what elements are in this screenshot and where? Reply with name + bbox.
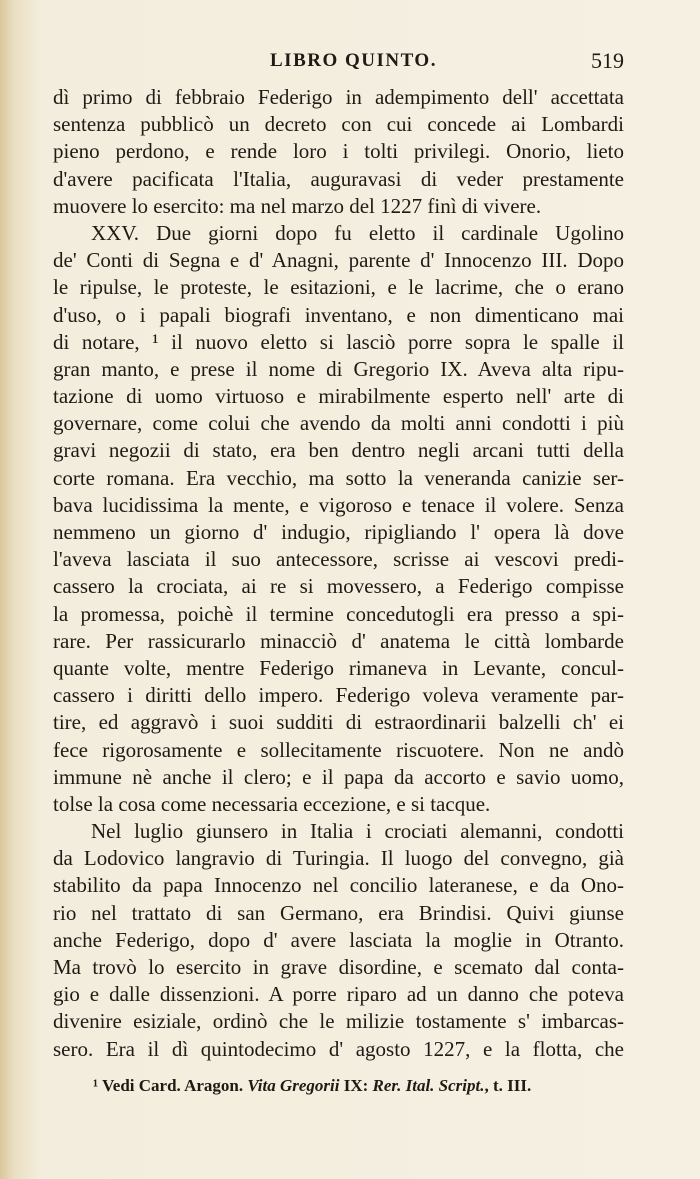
text-line: anche Federigo, dopo d' avere lasciata la moglie in Otranto.: [53, 927, 624, 952]
text-line: le ripulse, le proteste, le esitazioni, e le lacrime, che o erano: [53, 275, 624, 300]
text-line: la promessa, poichè il termine concedutogli era presso a spi-: [53, 601, 624, 626]
text-line: de' Conti di Segna e d' Anagni, parente d' Innocenzo III. Dopo: [53, 248, 624, 273]
text-line: d'uso, o i papali biografi inventano, e non dimenticano mai: [53, 302, 624, 327]
footnote-suffix: , t. III.: [484, 1076, 532, 1095]
text-line: gravi negozii di stato, era ben dentro negli arcani tutti della: [53, 438, 624, 463]
footnote-mid: IX:: [343, 1076, 369, 1095]
text-line: rio nel trattato di san Germano, era Brindisi. Quivi giunse: [53, 900, 624, 925]
text-line: cassero i diritti dello impero. Federigo voleva veramente par-: [53, 683, 624, 708]
page-header: [0, 50, 700, 80]
footnote-prefix: Vedi Card. Aragon.: [102, 1076, 244, 1095]
text-line-paragraph-start: Nel luglio giunsero in Italia i crociati alemanni, condotti: [91, 819, 624, 844]
text-line: stabilito da papa Innocenzo nel concilio lateranese, e da Ono-: [53, 873, 624, 898]
footnote-marker: ¹: [93, 1076, 99, 1095]
footnote-title: Vita Gregorii: [247, 1076, 340, 1095]
text-line: tazione di uomo virtuoso e mirabilmente esperto nell' arte di: [53, 384, 624, 409]
text-line: gio e dalle dissenzioni. A porre riparo ad un danno che poteva: [53, 982, 624, 1007]
text-line: pieno perdono, e rende loro i tolti privilegi. Onorio, lieto: [53, 139, 624, 164]
text-line: cassero la crociata, ai re si movessero, a Federigo compisse: [53, 574, 624, 599]
text-line: Ma trovò lo esercito in grave disordine, e scemato dal conta-: [53, 955, 624, 979]
text-line: governare, come colui che avendo da molti anni condotti i più: [53, 411, 624, 436]
footnote: [93, 1076, 531, 1096]
text-line: d'avere pacificata l'Italia, auguravasi di veder prestamente: [53, 166, 624, 191]
text-line: fece rigorosamente e sollecitamente riscuotere. Non ne andò: [53, 737, 624, 762]
text-line: tolse la cosa come necessaria eccezione, e si tacque.: [53, 791, 491, 816]
text-line: nemmeno un giorno d' indugio, ripigliando l' opera là dove: [53, 520, 624, 544]
text-line: tire, ed aggravò i suoi sudditi di estraordinarii balzelli ch' ei: [53, 710, 624, 735]
text-line: l'aveva lasciata il suo antecessore, scrisse ai vescovi predi-: [53, 547, 624, 572]
text-line-section-start: XXV. Due giorni dopo fu eletto il cardinale Ugolino: [91, 220, 624, 245]
running-title: LIBRO QUINTO.: [270, 50, 437, 71]
text-line: sero. Era il dì quintodecimo d' agosto 1227, e la flotta, che: [53, 1036, 624, 1061]
text-line: divenire esiziale, ordinò che le milizie tostamente s' imbarcas-: [53, 1009, 624, 1034]
text-line: dì primo di febbraio Federigo in adempimento dell' accettata: [53, 85, 624, 109]
text-line: da Lodovico langravio di Turingia. Il luogo del convegno, già: [53, 846, 624, 871]
footnote-source: Rer. Ital. Script.: [372, 1076, 485, 1095]
text-line: corte romana. Era vecchio, ma sotto la veneranda canizie ser-: [53, 465, 624, 490]
text-line: quante volte, mentre Federigo rimaneva in Levante, concul-: [53, 655, 624, 680]
text-line: gran manto, e prese il nome di Gregorio IX. Aveva alta ripu-: [53, 356, 624, 381]
text-line: bava lucidissima la mente, e vigoroso e tenace il volere. Senza: [53, 492, 624, 517]
text-line: immune nè anche il clero; e il papa da accorto e savio uomo,: [53, 764, 624, 789]
text-line: rare. Per rassicurarlo minacciò d' anatema le città lombarde: [53, 628, 624, 653]
text-line: muovere lo esercito: ma nel marzo del 1227 finì di vivere.: [53, 193, 542, 218]
text-line: sentenza pubblicò un decreto con cui concede ai Lombardi: [53, 112, 624, 137]
body-text: [53, 84, 624, 1063]
text-line: di notare, ¹ il nuovo eletto si lasciò porre sopra le spalle il: [53, 329, 624, 354]
page-number: 519: [591, 48, 624, 73]
